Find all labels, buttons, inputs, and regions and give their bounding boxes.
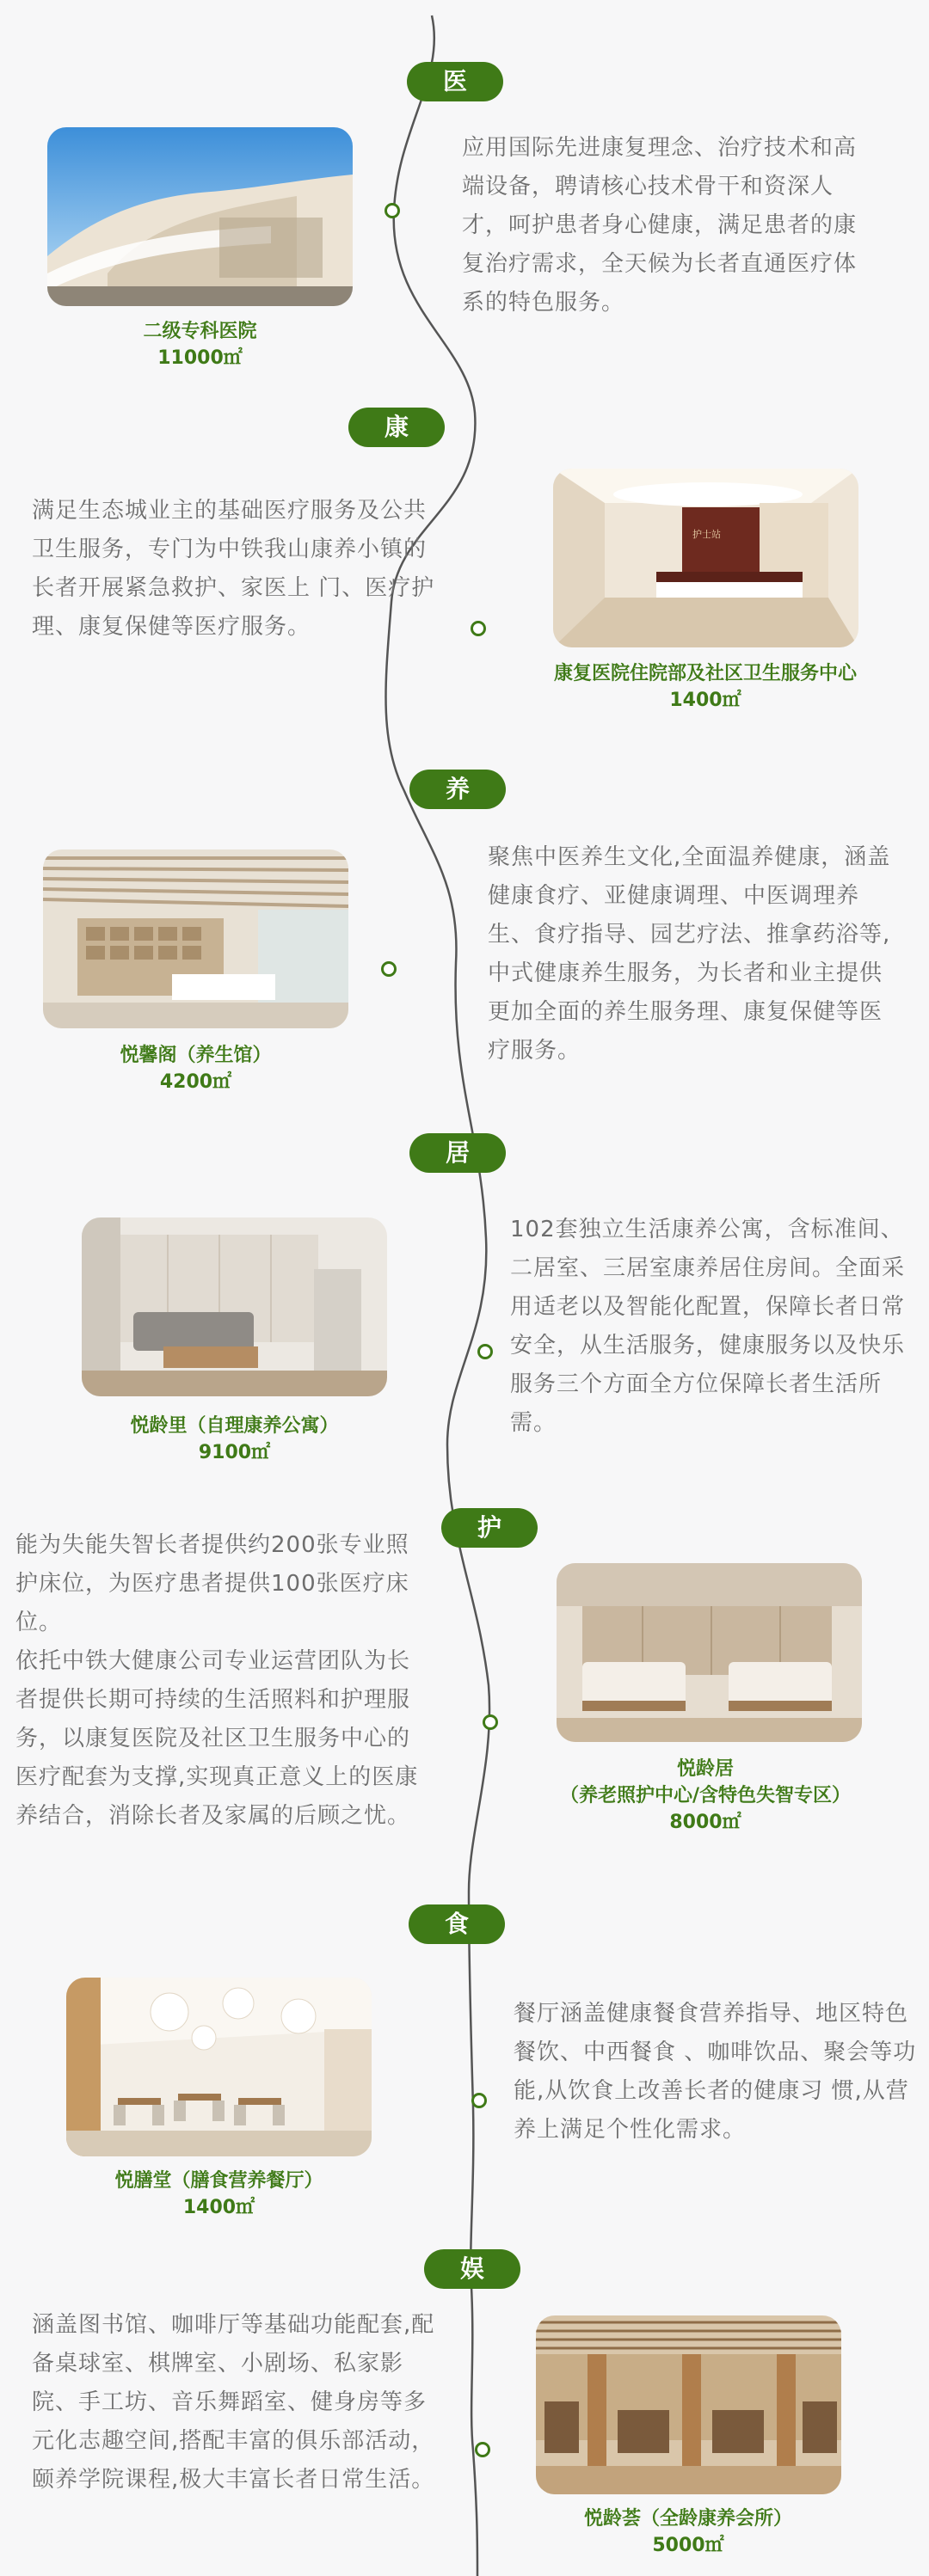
timeline-node	[471, 621, 486, 636]
section-description: 餐厅涵盖健康餐食营养指导、地区特色餐饮、中西餐食 、咖啡饮品、聚会等功能,从饮食上改善长者的健康习 惯,从营养上满足个性化需求。	[514, 2001, 917, 2143]
clubhouse-photo	[536, 2315, 841, 2494]
section-tag: 护	[441, 1508, 538, 1548]
section-tag: 食	[409, 1904, 505, 1944]
section-tag: 娱	[424, 2249, 520, 2289]
section-tag: 康	[348, 408, 445, 447]
timeline-node	[381, 961, 397, 977]
nurse-station-sign: 护士站	[692, 529, 721, 540]
timeline-node	[483, 1714, 498, 1730]
dining-hall-photo	[66, 1978, 372, 2156]
nurse-station-photo	[553, 469, 858, 647]
timeline-node	[477, 1344, 493, 1359]
timeline-node	[475, 2442, 490, 2457]
section-description: 聚焦中医养生文化,全面温养健康，涵盖健康食疗、亚健康调理、中医调理养生、食疗指导、园艺疗法、推拿药浴等,中式健康养生服务，为长者和业主提供更加全面的养生服务理、康复保健等医疗服务。	[488, 844, 891, 1064]
wellness-hall-photo	[43, 849, 348, 1028]
section-description: 涵盖图书馆、咖啡厅等基础功能配套,配备桌球室、棋牌室、小剧场、私家影院、手工坊、音乐舞蹈室、健身房等多元化志趣空间,搭配丰富的俱乐部活动，颐养学院课程,极大丰富长者日常生活。	[32, 2312, 435, 2493]
section-description: 应用国际先进康复理念、治疗技术和高端设备，聘请核心技术骨干和资深人才，呵护患者身心健康，满足患者的康复治疗需求，全天候为长者直通医疗体系的特色服务。	[462, 135, 858, 316]
section-description: 满足生态城业主的基础医疗服务及公共卫生服务，专门为中铁我山康养小镇的长者开展紧急救护、家医上 门、医疗护理、康复保健等医疗服务。	[32, 498, 435, 640]
apartment-photo	[82, 1217, 387, 1396]
section-description: 102套独立生活康养公寓，含标准间、二居室、三居室康养居住房间。全面采用适老以及智能化配置，保障长者日常安全，从生活服务，健康服务以及快乐服务三个方面全方位保障长者生活所需。	[510, 1217, 906, 1436]
timeline-node	[385, 203, 400, 218]
section-description: 能为失能失智长者提供约200张专业照护床位，为医疗患者提供100张医疗床位。 依托中铁大健康公司专业运营团队为长者提供长期可持续的生活照料和护理服务，以康复医院及社区卫生服务中心的医疗配套为支撑,实现真正意义上的医康养结合，消除长者及家属的后顾之忧。	[15, 1532, 419, 1829]
facility-caption: 悦馨阁（养生馆） 4200㎡	[120, 1045, 272, 1093]
section-tag: 养	[409, 770, 506, 809]
facility-caption: 悦膳堂（膳食营养餐厅） 1400㎡	[114, 2170, 323, 2218]
facility-caption: 二级专科医院 11000㎡	[143, 321, 257, 369]
facility-caption: 悦龄居 （养老照护中心/含特色失智专区） 8000㎡	[559, 1758, 852, 1833]
timeline-node	[471, 2093, 487, 2108]
facility-caption: 悦龄荟（全龄康养会所） 5000㎡	[583, 2508, 792, 2556]
hospital-photo	[47, 127, 353, 306]
facility-caption: 悦龄里（自理康养公寓） 9100㎡	[130, 1415, 339, 1463]
facility-caption: 康复医院住院部及社区卫生服务中心 1400㎡	[553, 663, 857, 711]
section-tag: 医	[407, 62, 503, 101]
section-tag: 居	[409, 1133, 506, 1173]
care-ward-photo	[557, 1563, 862, 1742]
